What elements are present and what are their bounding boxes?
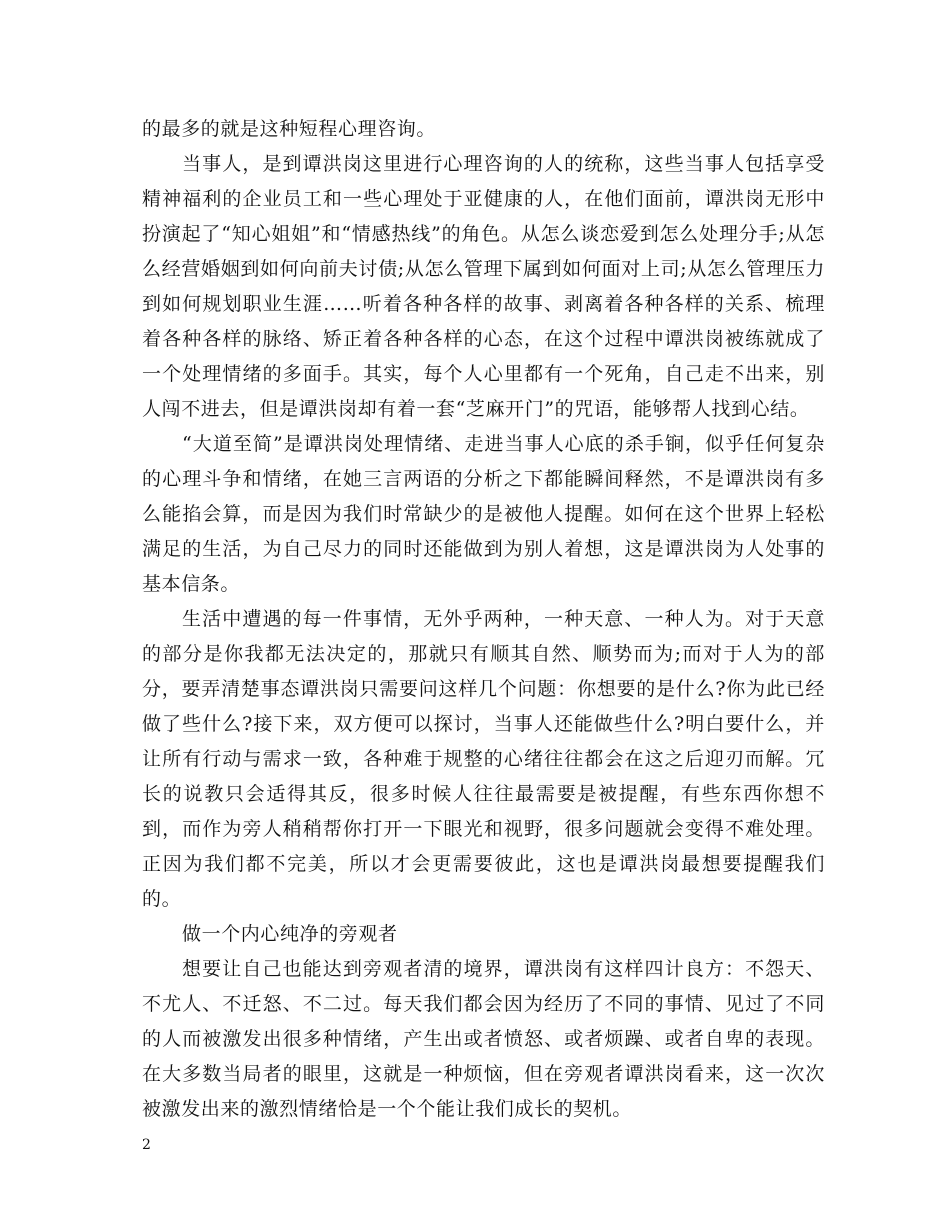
document-body — [142, 112, 825, 1127]
paragraph-simplicity: “大道至简”是谭洪岗处理情绪、走进当事人心底的杀手锏，似乎任何复杂的心理斗争和情绪，在她三言两语的分析之下都能瞬间释然，不是谭洪岗有多么能掐会算，而是因为我们时常缺少的是被他人提醒。如何在这个世界上轻松满足的生活，为自己尽力的同时还能做到为别人着想，这是谭洪岗为人处事的基本信条。 — [142, 433, 825, 595]
paragraph-bystander: 想要让自己也能达到旁观者清的境界，谭洪岗有这样四计良方：不怨天、不尤人、不迁怒、不二过。每天我们都会因为经历了不同的事情、见过了不同的人而被激发出很多种情绪，产生出或者愤怒、或者烦躁、或者自卑的表现。在大多数当局者的眼里，这就是一种烦恼，但在旁观者谭洪岗看来，这一次次被激发出来的激烈情绪恰是一个个能让我们成长的契机。 — [142, 958, 825, 1120]
paragraph-clients: 当事人，是到谭洪岗这里进行心理咨询的人的统称，这些当事人包括享受精神福利的企业员工和一些心理处于亚健康的人，在他们面前，谭洪岗无形中扮演起了“知心姐姐”和“情感热线”的角色。从怎么谈恋爱到怎么处理分手;从怎么经营婚姻到如何向前夫讨债;从怎么管理下属到如何面对上司;从怎么管理压力到如何规划职业生涯……听着各种各样的故事、剥离着各种各样的关系、梳理着各种各样的脉络、矫正着各种各样的心态，在这个过程中谭洪岗被练就成了一个处理情绪的多面手。其实，每个人心里都有一个死角，自己走不出来，别人闯不进去，但是谭洪岗却有着一套“芝麻开门”的咒语，能够帮人找到心结。 — [142, 153, 825, 420]
page-number: 2 — [142, 1137, 151, 1153]
section-heading: 做一个内心纯净的旁观者 — [182, 923, 398, 945]
paragraph-continuation: 的最多的就是这种短程心理咨询。 — [142, 118, 437, 140]
paragraph-life-events: 生活中遭遇的每一件事情，无外乎两种，一种天意、一种人为。对于天意的部分是你我都无法决定的，那就只有顺其自然、顺势而为;而对于人为的部分，要弄清楚事态谭洪岗只需要问这样几个问题：你想要的是什么?你为此已经做了些什么?接下来，双方便可以探讨，当事人还能做些什么?明白要什么，并让所有行动与需求一致，各种难于规整的心绪往往都会在这之后迎刃而解。冗长的说教只会适得其反，很多时候人往往最需要是被提醒，有些东西你想不到，而作为旁人稍稍帮你打开一下眼光和视野，很多问题就会变得不难处理。正因为我们都不完美，所以才会更需要彼此，这也是谭洪岗最想要提醒我们的。 — [142, 608, 825, 910]
